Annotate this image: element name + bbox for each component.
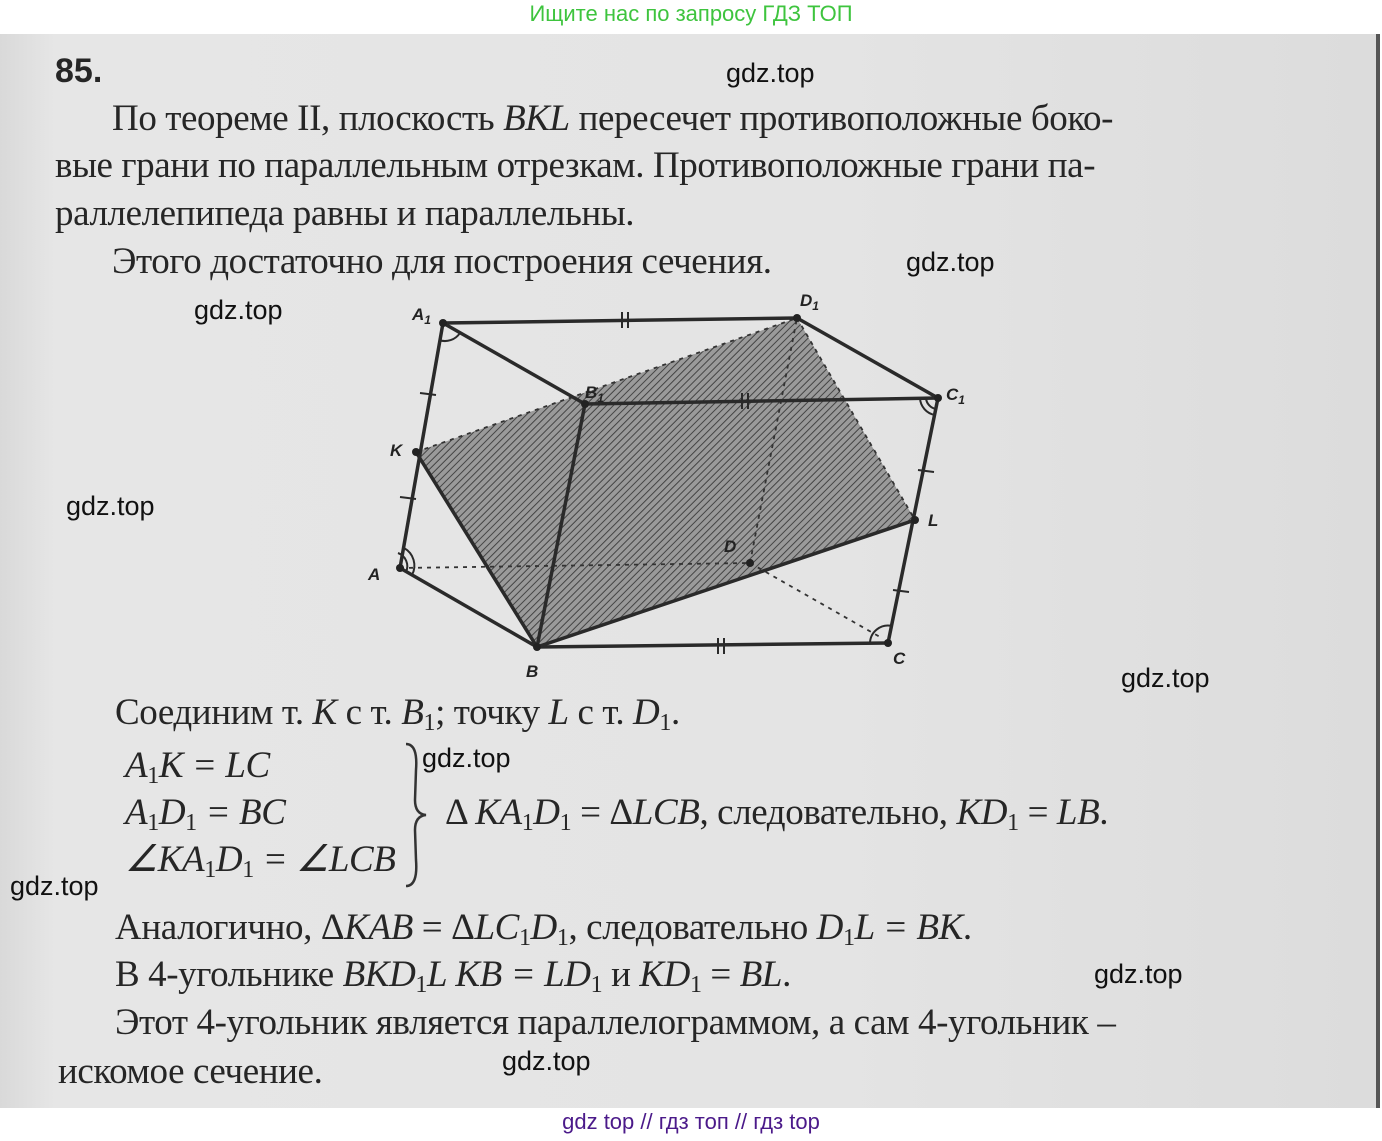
watermark: gdz.top	[502, 1046, 591, 1076]
watermark: gdz.top	[1121, 663, 1210, 693]
watermark: gdz.top	[1094, 959, 1183, 989]
math-text: KD	[956, 792, 1008, 833]
problem-number: 85.	[55, 52, 103, 90]
math-text: D	[816, 907, 843, 948]
math-text: = ∠LCB	[253, 839, 396, 880]
math-text: D	[158, 792, 186, 833]
subscript: 1	[559, 810, 572, 836]
text-segment: Аналогично, Δ	[115, 907, 345, 948]
watermark: gdz.top	[726, 58, 815, 88]
math-text: LB	[1056, 792, 1100, 833]
subscript: 1	[521, 810, 534, 836]
text-segment: с т.	[568, 692, 634, 733]
subscript: 1	[415, 972, 428, 998]
text-segment: и	[602, 954, 640, 995]
math-text: A	[125, 792, 148, 833]
text-segment: =	[1018, 792, 1057, 833]
top-banner: Ищите нас по запросу ГДЗ ТОП	[529, 1, 853, 26]
math-text: K	[312, 692, 337, 733]
subscript: 1	[659, 710, 671, 736]
watermark: gdz.top	[10, 871, 99, 901]
watermark: gdz.top	[66, 491, 155, 521]
subscript: 1	[423, 710, 436, 736]
text-segment: искомое сечение.	[58, 1051, 323, 1092]
label-d: D	[724, 537, 737, 556]
math-text: KA	[475, 792, 522, 833]
section-bkd1l	[416, 318, 915, 647]
watermark: gdz.top	[194, 295, 283, 325]
label-d1: $D_1$	[800, 291, 819, 313]
text-segment: , следовательно	[568, 907, 817, 948]
subscript: 1	[556, 925, 569, 951]
subscript: 1	[204, 857, 216, 883]
math-text: BKD	[342, 954, 416, 995]
math-text: = BC	[196, 792, 286, 833]
math-text: L KB = LD	[427, 954, 591, 995]
math-text: BL	[739, 954, 783, 995]
subscript: 1	[242, 857, 254, 883]
text-segment: = Δ	[571, 792, 633, 833]
subscript: 1	[1007, 810, 1019, 836]
text-segment: По теореме II, плоскость	[112, 98, 504, 139]
label-c1: $C_1$	[946, 385, 965, 407]
math-text: B	[401, 692, 424, 733]
label-l: L	[928, 511, 939, 530]
text-segment: ; точку	[435, 692, 549, 733]
label-c: C	[893, 649, 906, 668]
subscript: 1	[147, 810, 159, 836]
text-segment: Δ	[445, 792, 476, 833]
subscript: 1	[590, 972, 603, 998]
text-segment: вые грани по параллельным отрезкам. Противоположные грани па-	[55, 145, 1096, 186]
text-segment: .	[962, 907, 972, 948]
math-text: L	[548, 692, 569, 733]
math-text: LC	[474, 907, 519, 948]
subscript: 1	[518, 925, 531, 951]
text-segment: .	[1099, 792, 1109, 833]
text-segment: =	[701, 954, 740, 995]
bottom-banner: gdz top // гдз топ // гдз top	[562, 1109, 820, 1134]
math-text: D	[533, 792, 560, 833]
text-segment: Соединим т.	[115, 692, 313, 733]
math-text: ∠KA	[125, 839, 205, 880]
text-segment: с т.	[336, 692, 402, 733]
math-text: D	[530, 907, 557, 948]
watermark: gdz.top	[906, 247, 995, 277]
text-segment: .	[670, 692, 680, 733]
math-text: A	[125, 745, 148, 786]
watermark: gdz.top	[422, 743, 511, 773]
text-segment: .	[782, 954, 791, 995]
math-text: K = LC	[158, 745, 270, 786]
text-segment: = Δ	[412, 907, 475, 948]
math-text: L = BK	[854, 907, 963, 948]
math-text: D	[215, 839, 243, 880]
text-segment: В 4-угольнике	[115, 954, 343, 995]
label-k: K	[390, 441, 403, 460]
math-text: D	[633, 692, 660, 733]
text-segment: пересечет противоположные боко-	[569, 98, 1114, 139]
label-a: A	[368, 565, 381, 584]
label-a1: $A_1$	[412, 305, 431, 327]
label-b1: $B_1$	[585, 383, 604, 405]
text-segment: раллелепипеда равны и параллельны.	[55, 193, 635, 234]
math-text: LCB	[632, 792, 700, 833]
subscript: 1	[689, 972, 702, 998]
subscript: 1	[147, 763, 159, 789]
math-text: KAB	[344, 907, 413, 948]
math-text: BKL	[503, 98, 570, 139]
text-segment: Этот 4-угольник является параллелограммом, а сам 4-угольник –	[115, 1002, 1116, 1043]
math-text: KD	[639, 954, 690, 995]
text-segment: , следовательно,	[699, 792, 957, 833]
text-segment: Этого достаточно для построения сечения.	[112, 241, 772, 282]
label-b: B	[526, 662, 539, 681]
subscript: 1	[185, 810, 197, 836]
subscript: 1	[843, 925, 855, 951]
